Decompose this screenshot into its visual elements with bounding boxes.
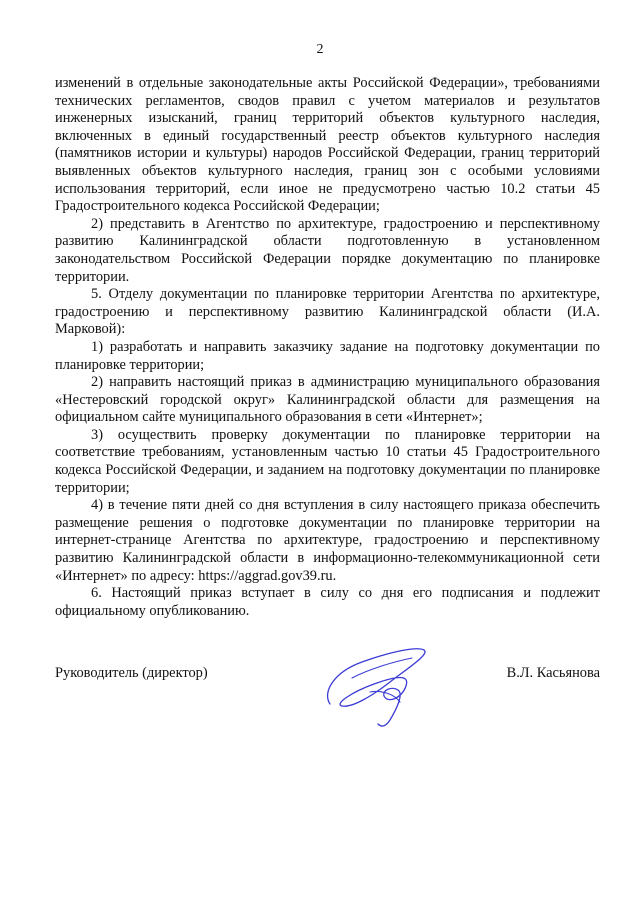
- paragraph-item-5-2: 2) направить настоящий приказ в администрацию муниципального образования «Нестеровский городской округ» Калининградской области для размещения на официальном сайте муниципального образования в сети «Интернет»;: [55, 374, 600, 426]
- paragraph-section-6: 6. Настоящий приказ вступает в силу со дня его подписания и подлежит официальному опубликованию.: [55, 585, 600, 619]
- signer-name: В.Л. Касьянова: [506, 665, 600, 681]
- paragraph-continuation: изменений в отдельные законодательные акты Российской Федерации», требованиями технических регламентов, сводов правил с учетом материалов и результатов инженерных изысканий, границ территорий объектов культурного наследия, включенных в единый государственный реестр объектов культурного наследия (памятников истории и культуры) народов Российской Федерации, границ территорий выявленных объектов культурного наследия, границ зон с особыми условиями использования территорий, если иное не предусмотрено частью 10.2 статьи 45 Градостроительного кодекса Российской Федерации;: [55, 75, 600, 215]
- document-body: [55, 75, 600, 620]
- paragraph-item-5-1: 1) разработать и направить заказчику задание на подготовку документации по планировке территории;: [55, 338, 600, 373]
- page-number: 2: [316, 42, 324, 57]
- paragraph-item-5-4: 4) в течение пяти дней со дня вступления в силу настоящего приказа обеспечить размещение решения о подготовке документации по планировке территории на интернет-странице Агентства по архитектуре, градостроению и перспективному развитию Калининградской области в информационно-телекоммуникационной сети «Интернет» по адресу: https://aggrad.gov39.ru.: [55, 497, 600, 584]
- signer-role: Руководитель (директор): [55, 665, 208, 681]
- paragraph-item-2: 2) представить в Агентство по архитектуре, градостроению и перспективному развитию Калининградской области подготовленную в установленном законодательством Российской Федерации порядке документацию по планировке территории.: [55, 215, 600, 285]
- handwritten-signature: [312, 632, 442, 732]
- paragraph-item-5-3: 3) осуществить проверку документации по планировке территории на соответствие требованиям, установленным частью 10 статьи 45 Градостроительного кодекса Российской Федерации, и заданием на подготовку документации по планировке территории;: [55, 426, 600, 496]
- paragraph-section-5: 5. Отделу документации по планировке территории Агентства по архитектуре, градостроению и перспективному развитию Калининградской области (И.А. Марковой):: [55, 286, 600, 338]
